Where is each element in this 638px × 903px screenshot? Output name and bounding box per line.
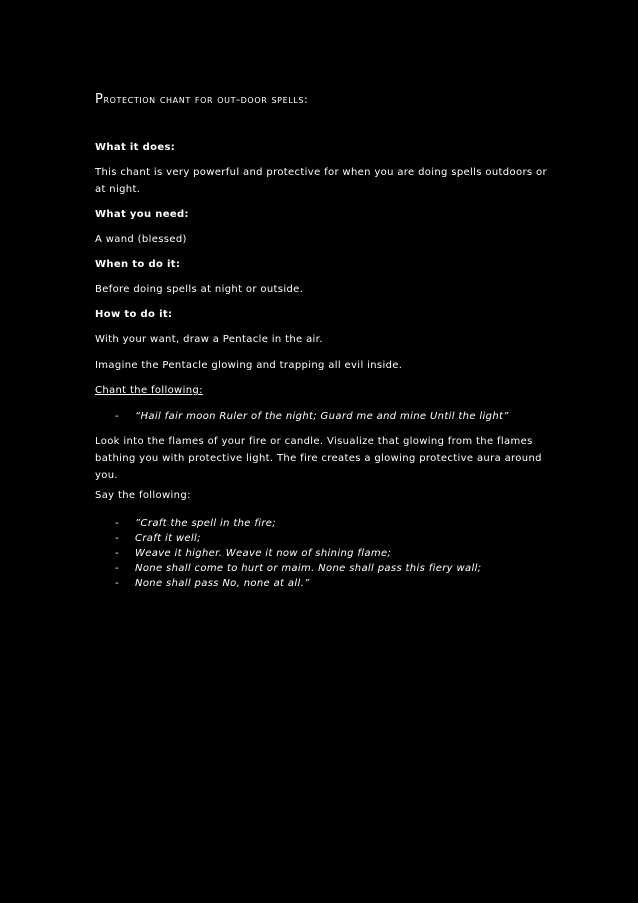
say-line: None shall pass No, none at all.” — [135, 578, 310, 589]
what-you-need-heading: What you need: — [95, 209, 189, 220]
when-text: Before doing spells at night or outside. — [95, 284, 304, 295]
say-line: None shall come to hurt or maim. None shall pass this fiery wall; — [135, 563, 482, 574]
say-list — [115, 516, 555, 591]
list-item — [115, 546, 555, 561]
bullet: - — [115, 578, 119, 589]
say-line: Craft it well; — [135, 533, 201, 544]
what-it-does-text: This chant is very powerful and protective for when you are doing spells outdoors or at night. — [95, 167, 547, 195]
document-title — [95, 92, 308, 107]
how-heading: How to do it: — [95, 309, 173, 320]
bullet: - — [115, 533, 119, 544]
look-text: Look into the flames of your fire or candle. Visualize that glowing from the flames bathing you with protective light. The fire creates a glowing protective aura around you. — [95, 436, 542, 481]
title-initial: P — [95, 92, 104, 107]
chant-list — [115, 409, 555, 424]
bullet: - — [115, 411, 119, 422]
say-line: Weave it higher. Weave it now of shining flame; — [135, 548, 392, 559]
chant-label: Chant the following: — [95, 385, 203, 396]
bullet: - — [115, 548, 119, 559]
say-label: Say the following: — [95, 490, 191, 501]
say-line: ”Craft the spell in the fire; — [135, 518, 277, 529]
list-item — [115, 576, 555, 591]
what-you-need-text: A wand (blessed) — [95, 234, 187, 245]
when-heading: When to do it: — [95, 259, 181, 270]
list-item — [115, 561, 555, 576]
list-item — [115, 409, 555, 424]
chant-line: “Hail fair moon Ruler of the night; Guard me and mine Until the light” — [135, 411, 509, 422]
title-rest: rotection chant for out-door spells: — [103, 93, 309, 106]
list-item — [115, 531, 555, 546]
bullet: - — [115, 518, 119, 529]
what-it-does-heading: What it does: — [95, 142, 176, 153]
how-step-2: Imagine the Pentacle glowing and trapping all evil inside. — [95, 360, 403, 371]
bullet: - — [115, 563, 119, 574]
how-step-1: With your want, draw a Pentacle in the air. — [95, 334, 323, 345]
list-item — [115, 516, 555, 531]
